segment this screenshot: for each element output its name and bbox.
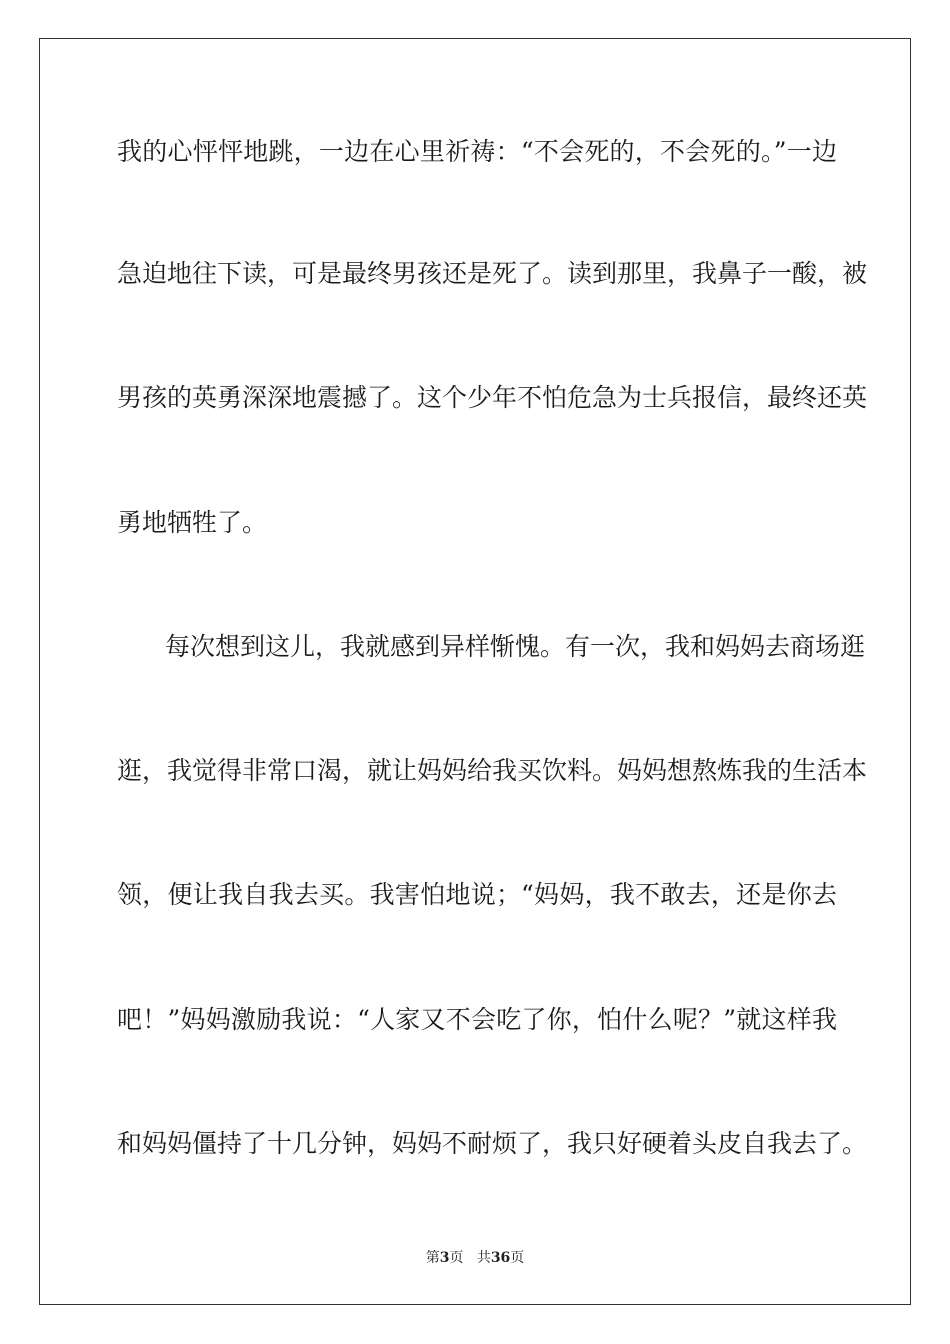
page-total: 36 <box>490 1250 511 1266</box>
page-suffix: 页 <box>449 1250 464 1266</box>
paragraph-line: 和妈妈僵持了十几分钟，妈妈不耐烦了，我只好硬着头皮自我去了。 <box>117 1129 868 1158</box>
paragraph-line: 急迫地往下读，可是最终男孩还是死了。读到那里，我鼻子一酸，被 <box>117 259 868 288</box>
page-footer <box>0 1247 950 1267</box>
page-current: 3 <box>439 1250 450 1266</box>
paragraph-line: 每次想到这儿，我就感到异样惭愧。有一次，我和妈妈去商场逛 <box>165 632 866 661</box>
total-prefix: 共 <box>476 1250 491 1266</box>
paragraph-line: 男孩的英勇深深地震撼了。这个少年不怕危急为士兵报信，最终还英 <box>117 383 868 412</box>
paragraph-line: 吧！”妈妈激励我说：“人家又不会吃了你，怕什么呢？”就这样我 <box>117 1005 837 1034</box>
paragraph-line: 我的心怦怦地跳，一边在心里祈祷：“不会死的，不会死的。”一边 <box>117 137 837 166</box>
paragraph-line: 领，便让我自我去买。我害怕地说；“妈妈，我不敢去，还是你去 <box>117 880 837 909</box>
page-prefix: 第 <box>425 1250 440 1266</box>
paragraph-line: 勇地牺牲了。 <box>117 508 268 537</box>
page-border <box>39 38 911 1305</box>
paragraph-line: 逛，我觉得非常口渴，就让妈妈给我买饮料。妈妈想熬炼我的生活本 <box>117 756 868 785</box>
total-suffix: 页 <box>510 1250 525 1266</box>
